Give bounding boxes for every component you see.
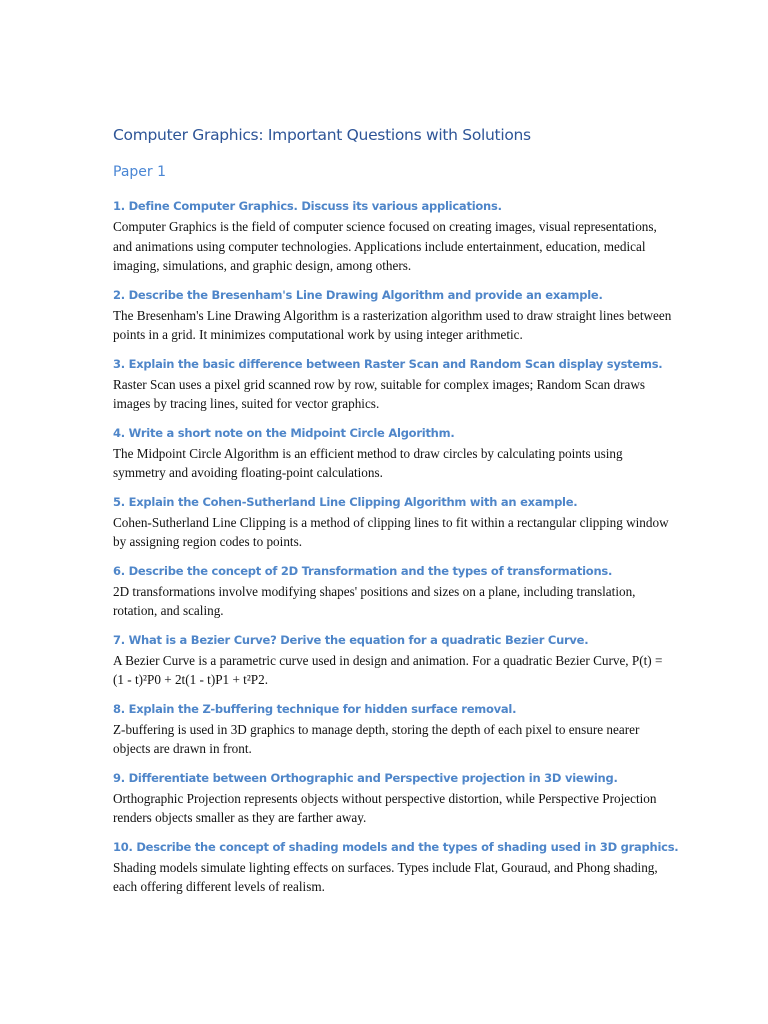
question-heading: 5. Explain the Cohen-Sutherland Line Clipping Algorithm with an example. [113,494,578,509]
qa-item [113,770,673,828]
qa-item [113,287,673,345]
qa-item [113,563,673,621]
document-content [113,124,679,908]
answer-text: Computer Graphics is the field of computer science focused on creating images, visual representations, and animations using computer technologies. Applications include entertainment, education, medical imaging, simulations, and graphic design, among others. [113,219,657,273]
qa-item [113,839,679,897]
answer-text: The Bresenham's Line Drawing Algorithm is a rasterization algorithm used to draw straight lines between points in a grid. It minimizes computational work by using integer arithmetic. [113,307,672,342]
document-title: Computer Graphics: Important Questions with Solutions [113,126,531,144]
qa-item [113,632,673,690]
qa-item [113,701,673,759]
answer-text: Raster Scan uses a pixel grid scanned row by row, suitable for complex images; Random Scan draws images by tracing lines, suited for vector graphics. [113,376,646,411]
answer-text: A Bezier Curve is a parametric curve used in design and animation. For a quadratic Bezier Curve, P(t) = (1 - t)²P0 + 2t(1 - t)P1 + t²P2. [113,652,663,687]
paper-heading: Paper 1 [113,164,167,180]
question-heading: 3. Explain the basic difference between Raster Scan and Random Scan display systems. [113,356,663,371]
question-heading: 10. Describe the concept of shading models and the types of shading used in 3D graphics. [113,839,679,854]
answer-text: Orthographic Projection represents objects without perspective distortion, while Perspective Projection renders objects smaller as they are farther away. [113,790,657,825]
question-heading: 1. Define Computer Graphics. Discuss its various applications. [113,199,502,213]
answer-text: Cohen-Sutherland Line Clipping is a method of clipping lines to fit within a rectangular clipping window by assigning region codes to points. [113,514,669,549]
answer-text: Z-buffering is used in 3D graphics to manage depth, storing the depth of each pixel to ensure nearer objects are drawn in front. [113,721,640,756]
answer-text: 2D transformations involve modifying shapes' positions and sizes on a plane, including translation, rotation, and scaling. [113,583,636,618]
answer-text: Shading models simulate lighting effects on surfaces. Types include Flat, Gouraud, and Phong shading, each offering different levels of realism. [113,859,658,894]
question-heading: 4. Write a short note on the Midpoint Circle Algorithm. [113,425,455,440]
qa-list [113,198,679,897]
question-heading: 2. Describe the Bresenham's Line Drawing Algorithm and provide an example. [113,287,603,302]
answer-text: The Midpoint Circle Algorithm is an efficient method to draw circles by calculating points using symmetry and avoiding floating-point calculations. [113,445,623,480]
qa-item [113,494,673,552]
question-heading: 9. Differentiate between Orthographic and Perspective projection in 3D viewing. [113,770,618,785]
question-heading: 7. What is a Bezier Curve? Derive the equation for a quadratic Bezier Curve. [113,632,589,647]
qa-item [113,356,673,414]
question-heading: 8. Explain the Z-buffering technique for hidden surface removal. [113,701,517,716]
qa-item [113,425,673,483]
qa-item [113,198,673,276]
question-heading: 6. Describe the concept of 2D Transformation and the types of transformations. [113,563,613,578]
